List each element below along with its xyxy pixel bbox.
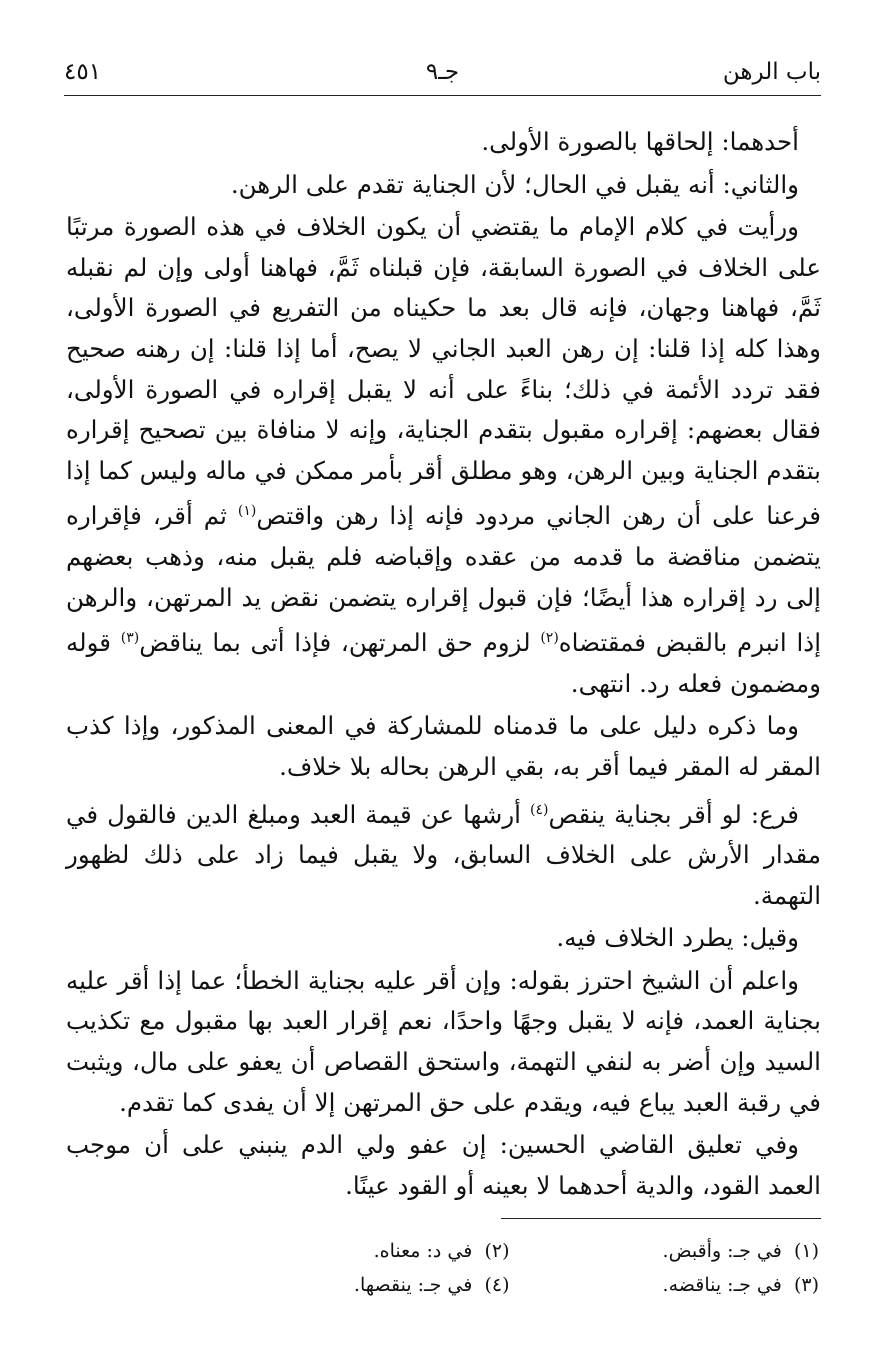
footnote-ref: (١) xyxy=(237,503,257,520)
footnote-item: (١) في جـ: وأقبض. xyxy=(662,1240,819,1262)
footnote-row xyxy=(200,1234,819,1268)
paragraph: وما ذكره دليل على ما قدمناه للمشاركة في المعنى المذكور، وإذا كذب المقر له المقر فيما أقر به، بقي الرهن بحاله بلا خلاف. xyxy=(66,711,821,781)
page-number: ٤٥١ xyxy=(64,59,102,85)
footnote-item: (٢) في د: معناه. xyxy=(373,1240,510,1262)
footnote-divider xyxy=(501,1218,821,1219)
paragraph: والثاني: أنه يقبل في الحال؛ لأن الجناية تقدم على الرهن. xyxy=(230,169,799,199)
footnote-item: (٤) في جـ: ينقصها. xyxy=(353,1274,510,1296)
paragraph: فرع: لو أقر بجناية ينقص$^{(٤)}$ أرشها عن قيمة العبد ومبلغ الدين فالقول في مقدار الأرش على الخلاف السابق، ولا يقبل فيما زاد على ذلك لظهور التهمة. xyxy=(66,799,821,910)
footnote-item: (٣) في جـ: يناقضه. xyxy=(662,1274,819,1296)
paragraph: وفي تعليق القاضي الحسين: إن عفو ولي الدم ينبني على أن موجب العمد القود، والدية أحدهما لا بعينه أو القود عينًا. xyxy=(66,1130,821,1200)
main-text xyxy=(66,122,821,1206)
footnote-ref: (٣) xyxy=(120,630,140,647)
chapter-title: باب الرهن xyxy=(722,59,821,85)
footnotes xyxy=(200,1234,819,1302)
header-divider xyxy=(64,95,821,96)
paragraph: وقيل: يطرد الخلاف فيه. xyxy=(556,923,799,953)
paragraph: واعلم أن الشيخ احترز بقوله: وإن أقر عليه بجناية الخطأ؛ عما إذا أقر عليه بجناية العمد، فإنه لا يقبل وجهًا واحدًا، نعم إقرار العبد بها مقبول مع تكذيب السيد وإن أضر به لنفي التهمة، واستحق القصاص أن يعفو على مال، ويثبت في رقبة العبد يباع فيه، ويقدم على حق المرتهن إلا أن يفدى كما تقدم. xyxy=(66,965,821,1117)
footnote-ref: (٢) xyxy=(540,630,559,647)
footnote-ref: (٤) xyxy=(530,801,549,818)
volume-label: جـ٩ xyxy=(425,59,460,85)
footnote-row xyxy=(200,1268,819,1302)
running-header xyxy=(64,52,821,92)
paragraph: ورأيت في كلام الإمام ما يقتضي أن يكون الخلاف في هذه الصورة مرتبًا على الخلاف في الصورة السابقة، فإن قبلناه ثَمَّ، فهاهنا أولى وإن لم نقبله ثَمَّ، فهاهنا وجهان، فإنه قال بعد ما حكيناه من التفريع في الصورة الأولى، وهذا كله إذا قلنا: إن رهن العبد الجاني لا يصح، أما إذا قلنا: إن رهنه صحيح فقد تردد الأئمة في ذلك؛ بناءً على أنه لا يقبل إقراره في الصورة الأولى، فقال بعضهم: إقراره مقبول بتقدم الجناية، وإنه لا منافاة بين تصحيح إقراره بتقدم الجناية وبين الرهن، وهو مطلق أقر بأمر ممكن في ماله وليس كما إذا فرعنا على أن رهن الجاني مردود فإنه إذا رهن واقتص$^{(١)}$ ثم أقر، فإقراره يتضمن مناقضة ما قدمه من عقده وإقباضه فلم يقبل منه، وذهب بعضهم إلى رد إقراره هذا أيضًا؛ فإن قبول إقراره يتضمن نقض يد المرتهن، والرهن إذا انبرم بالقبض فمقتضاه$^{(٢)}$ لزوم حق المرتهن، فإذا أتى بما يناقض$^{(٣)}$ قوله ومضمون فعله رد. انتهى. xyxy=(66,212,822,698)
paragraph: أحدهما: إلحاقها بالصورة الأولى. xyxy=(481,127,799,156)
